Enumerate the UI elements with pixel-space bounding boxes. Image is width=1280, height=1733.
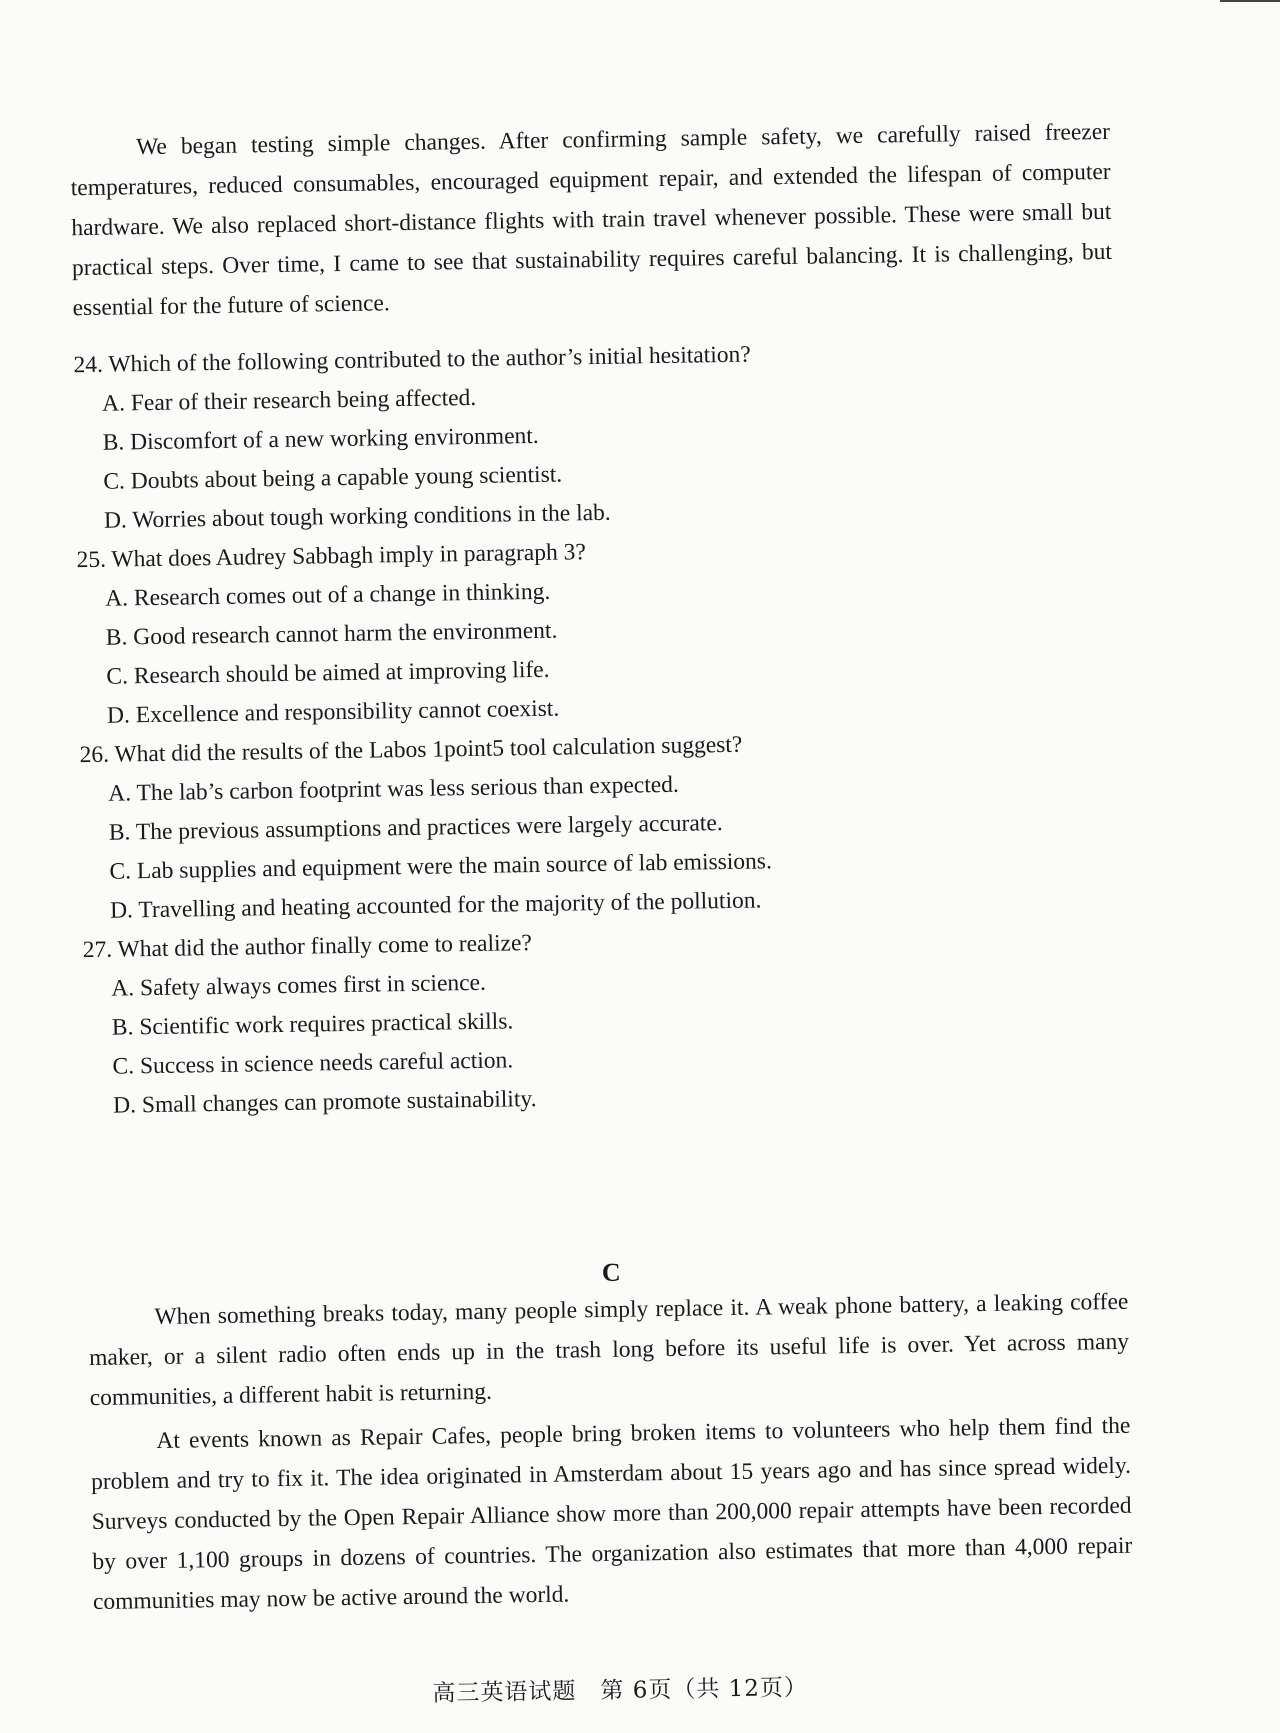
question-27 [82, 914, 1145, 1126]
question-26 [79, 720, 1142, 932]
option-a: A. Research comes out of a change in thinking. [105, 578, 551, 612]
question-24 [73, 330, 1136, 542]
option-a: A. The lab’s carbon footprint was less serious than expected. [108, 771, 680, 807]
option-d: D. Excellence and responsibility cannot coexist. [106, 695, 560, 729]
page-footer [432, 1669, 808, 1708]
question-stem: 26. What did the results of the Labos 1point5 tool calculation suggest? [79, 731, 743, 769]
option-c: C. Lab supplies and equipment were the main source of lab emissions. [109, 848, 773, 885]
option-d: D. Travelling and heating accounted for the majority of the pollution. [109, 887, 762, 924]
question-stem: 27. What did the author finally come to realize? [82, 930, 533, 964]
option-c: C. Doubts about being a capable young scientist. [103, 461, 563, 495]
option-a: A. Fear of their research being affected. [101, 384, 477, 417]
option-d: D. Worries about tough working conditions in the lab. [103, 499, 611, 534]
question-stem: 25. What does Audrey Sabbagh imply in paragraph 3? [76, 539, 587, 574]
question-stem: 24. Which of the following contributed to the author’s initial hesitation? [73, 341, 751, 379]
option-b: B. Good research cannot harm the environment. [105, 617, 558, 651]
option-b: B. The previous assumptions and practices were largely accurate. [108, 810, 723, 846]
exam-title: 高三英语试题 [432, 1678, 577, 1707]
option-c: C. Research should be aimed at improving life. [106, 656, 550, 690]
option-b: B. Scientific work requires practical skills. [111, 1008, 514, 1041]
option-d: D. Small changes can promote sustainability. [112, 1086, 537, 1119]
passage-c-paragraph-2: At events known as Repair Cafes, people bring broken items to volunteers who help them find the problem and try to fix it. The idea originated in Amsterdam about 15 years ago and has since spread widely. Surveys conducted by the Open Repair Alliance show more than 200,000 repair attempts have been recorded by over 1,100 groups in dozens of countries. The organization also estimates that more than 4,000 repair communities may now be active around the world. [90, 1412, 1133, 1616]
section-heading-c: C [601, 1257, 621, 1288]
option-c: C. Success in science needs careful action. [112, 1047, 514, 1080]
question-25 [76, 525, 1139, 737]
option-b: B. Discomfort of a new working environment. [102, 422, 539, 456]
passage-b-final-paragraph: We began testing simple changes. After confirming sample safety, we carefully raised freezer temperatures, reduced consumables, encouraged equipment repair, and extended the lifespan of computer hardware. We also replaced short-distance flights with train travel whenever possible. These were small but practical steps. Over time, I came to see that sustainability requires careful balancing. It is challenging, but essential for the future of science. [70, 118, 1113, 321]
page-number: 第 6页（共 12页） [600, 1674, 809, 1705]
option-a: A. Safety always comes first in science. [111, 969, 487, 1002]
passage-c-paragraph-1: When something breaks today, many people simply replace it. A weak phone battery, a leaking coffee maker, or a silent radio often ends up in the trash long before its useful life is over. Yet across many communities, a different habit is returning. [88, 1288, 1130, 1412]
